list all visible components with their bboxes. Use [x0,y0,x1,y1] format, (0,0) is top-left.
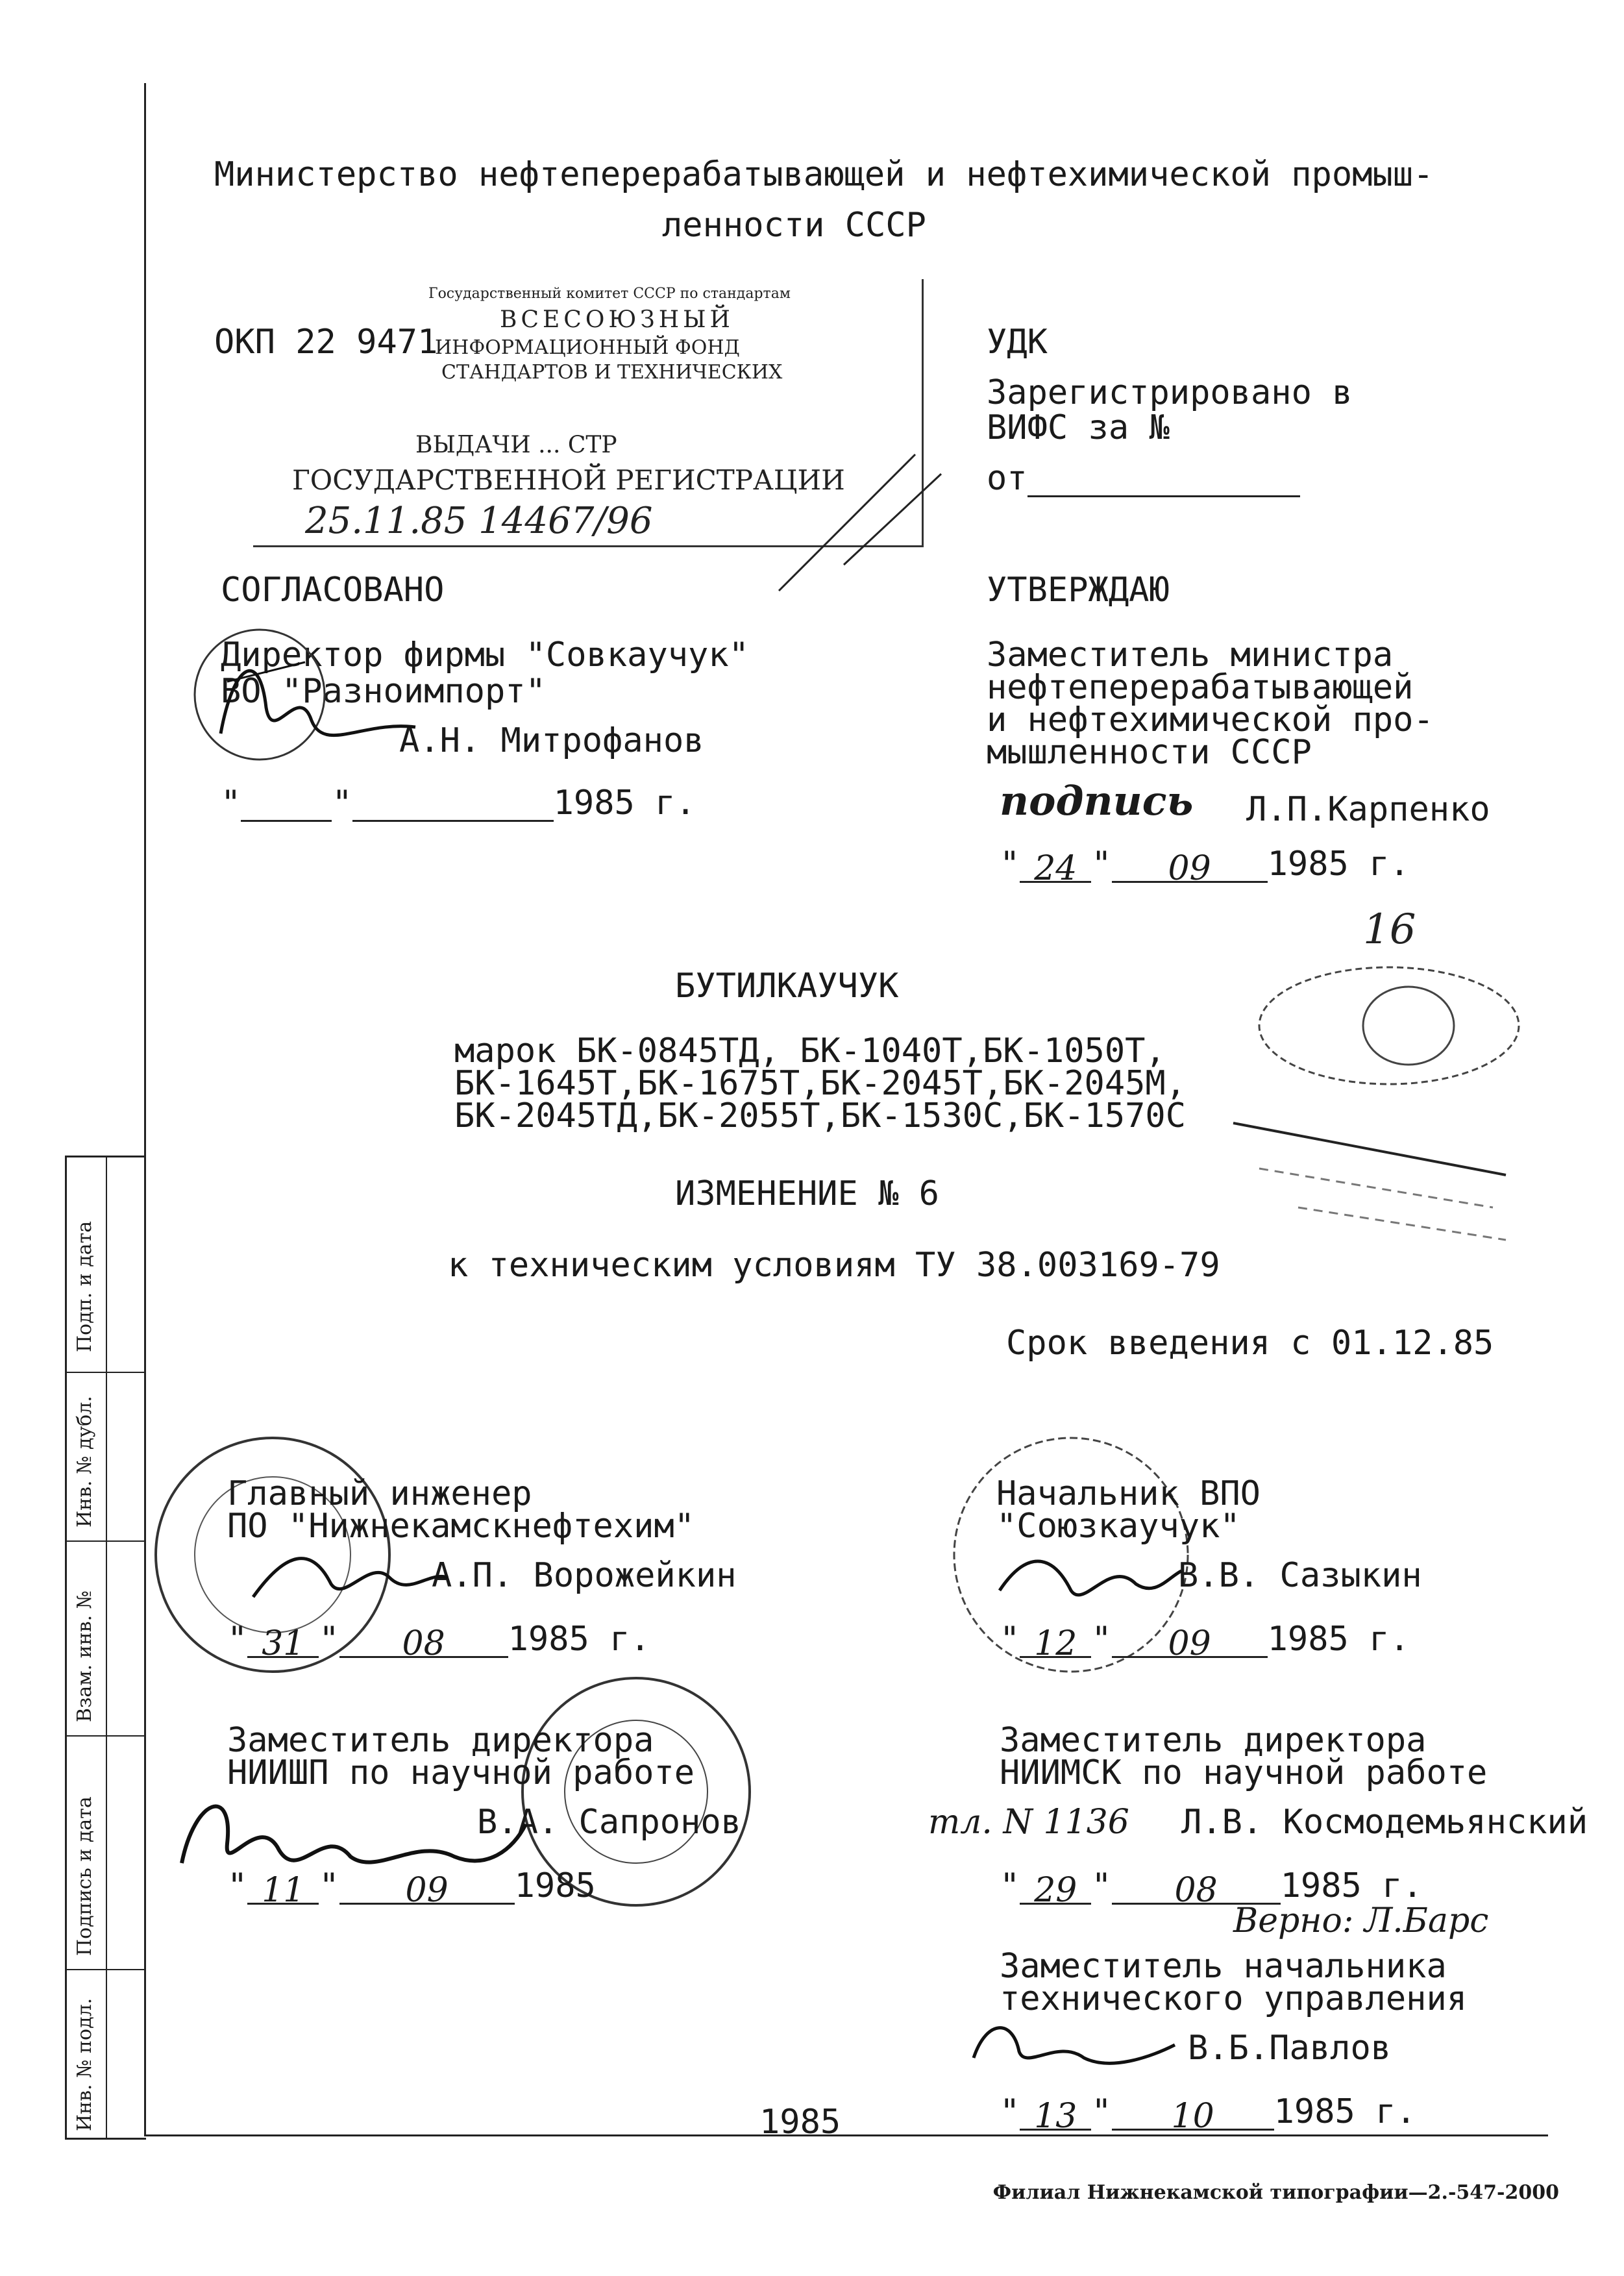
grades-line3: БК-2045ТД,БК-2055Т,БК-1530С,БК-1570С [454,1096,1187,1135]
approved-dashes [1220,1110,1519,1259]
tech-month [1112,2097,1274,2136]
printer-footer: Филиал Нижнекамской типографии—2.-547-2000 [992,2181,1559,2204]
from-underline [1027,464,1300,497]
from-label [987,460,1300,497]
agreed-quote2: " [332,784,352,823]
agreed-heading: СОГЛАСОВАНО [221,571,445,610]
side-label-4: Подпись и дата [73,1796,96,1956]
niishp-name: В.А. Сапронов [477,1803,741,1842]
vpo-signature [993,1539,1188,1610]
chief-engineer-line1: Главный инженер [227,1474,532,1513]
approved-line3: и нефтехимической про- [987,700,1434,739]
approved-year: 1985 г. [1267,845,1410,884]
tech-day [1020,2097,1091,2136]
stamp-line1: Государственный комитет СССР по стандартам [428,286,791,302]
from-text: от [987,459,1027,498]
chief-month [339,1624,508,1663]
agreed-month-line [352,789,554,822]
side-label-2: Инв. № дубл. [73,1396,96,1528]
chief-year: 1985 г. [508,1620,650,1659]
tech-day-text: 13 [1034,2097,1077,2136]
approved-line1: Заместитель министра [987,636,1394,674]
chief-month-text: 08 [402,1624,445,1663]
stamp-line3: ИНФОРМАЦИОННЫЙ ФОНД [435,336,740,359]
niimsk-month-text: 08 [1174,1871,1218,1910]
vpo-date: " 12 " 09 1985 г. [1000,1620,1410,1663]
vpo-name: В.В. Сазыкин [1178,1556,1422,1595]
stamp-line4: СТАНДАРТОВ И ТЕХНИЧЕСКИХ [441,361,783,384]
niishp-line1: Заместитель директора [227,1721,654,1760]
udk-label: УДК [987,323,1048,362]
niimsk-year: 1985 г. [1280,1866,1423,1905]
approved-line2: нефтеперерабатывающей [987,668,1414,707]
agreed-quote1: " [221,784,241,823]
okp-code: ОКП 22 9471 [214,323,438,362]
stamp-slash-lines [766,435,961,604]
niishp-year: 1985 [514,1866,596,1905]
chief-engineer-line2: ПО "Нижнекамскнефтехим" [227,1507,695,1546]
chief-engineer-date: " 31 " 08 1985 г. [227,1620,650,1663]
approved-stamp-number: 16 [1363,906,1416,954]
tech-signature [961,2006,1181,2077]
tech-date: " 13 " 10 1985 г. [1000,2092,1416,2136]
approved-sig-word: подпись [1000,777,1194,824]
agreed-name: А.Н. Митрофанов [399,721,704,760]
niimsk-name: Л.В. Космодемьянский [1181,1803,1588,1842]
niimsk-date: " 29 " 08 1985 г. [1000,1866,1423,1910]
footer-year: 1985 [759,2103,841,2142]
ministry-line2: ленности СССР [662,206,926,245]
registered-line1: Зарегистрировано в [987,373,1353,412]
niimsk-day-text: 29 [1034,1871,1077,1910]
stamp-handwritten: 25.11.85 14467/96 [305,500,653,542]
niishp-month-text: 09 [405,1871,449,1910]
niishp-date: " 11 " 09 1985 [227,1866,596,1910]
approved-round-stamp [1246,954,1532,1097]
approved-month-text: 09 [1168,849,1211,888]
chief-engineer-signature [247,1539,454,1610]
side-label-5: Инв. № подл. [73,1998,96,2131]
tu-reference: к техническим условиям ТУ 38.003169-79 [448,1246,1220,1285]
vpo-line1: Начальник ВПО [996,1474,1261,1513]
agreed-line2: ВО "Разноимпорт" [221,672,546,711]
ministry-line1: Министерство нефтеперерабатывающей и нефтехимической промыш- [214,155,1434,194]
vpo-day [1020,1624,1091,1663]
niimsk-line2: НИИМСК по научной работе [1000,1753,1488,1792]
effective-date: Срок введения с 01.12.85 [1006,1324,1494,1363]
vpo-month [1112,1624,1268,1663]
niimsk-line1: Заместитель директора [1000,1721,1427,1760]
approved-line4: мышленности СССР [987,733,1312,772]
approved-name: Л.П.Карпенко [1246,790,1490,829]
agreed-year: 1985 г. [553,784,696,823]
niimsk-prefix: тл. N 1136 [928,1803,1129,1842]
tech-year: 1985 г. [1273,2092,1416,2131]
vpo-year: 1985 г. [1267,1620,1410,1659]
vpo-line2: "Союзкаучук" [996,1507,1240,1546]
niimsk-day [1020,1871,1091,1910]
side-label-3: Взам. инв. № [73,1590,96,1722]
agreed-day-line [241,789,332,822]
chief-day-text: 31 [262,1624,305,1663]
chief-day [247,1624,319,1663]
chief-engineer-name: А.П. Ворожейкин [432,1556,737,1595]
registered-line2: ВИФС за № [987,408,1170,447]
niimsk-note: Верно: Л.Барс [1233,1901,1489,1940]
niishp-day-text: 11 [262,1871,305,1910]
niishp-line2: НИИШП по научной работе [227,1753,695,1792]
tech-name: В.Б.Павлов [1188,2029,1392,2068]
side-label-1: Подп. и дата [73,1220,96,1352]
stamp-line2: ВСЕСОЮЗНЫЙ [500,306,734,333]
niimsk-month [1112,1871,1281,1910]
stamp-line5: ВЫДАЧИ ... СТР [415,432,617,458]
niishp-month [339,1871,515,1910]
tech-line1: Заместитель начальника [1000,1947,1447,1986]
grades-line2: БК-1645Т,БК-1675Т,БК-2045Т,БК-2045М, [454,1064,1187,1103]
approved-heading: УТВЕРЖДАЮ [987,571,1170,610]
tech-line2: технического управления [1000,1979,1468,2018]
niishp-day [247,1871,319,1910]
approved-month [1112,849,1268,888]
agreed-line1: Директор фирмы "Совкаучук" [221,636,749,674]
agreed-signature [182,623,428,792]
vpo-month-text: 09 [1168,1624,1211,1663]
tech-month-text: 10 [1171,2097,1214,2136]
side-strip [65,1156,146,2140]
product-title: БУТИЛКАУЧУК [675,967,899,1006]
approved-day [1020,849,1091,888]
stamp-line6: ГОСУДАРСТВЕННОЙ РЕГИСТРАЦИИ [292,464,845,496]
approved-date: " 24 " 09 1985 г. [1000,845,1410,888]
vpo-day-text: 12 [1034,1624,1077,1663]
grades-line1: марок БК-0845ТД, БК-1040Т,БК-1050Т, [454,1032,1166,1070]
approved-day-text: 24 [1034,849,1077,888]
change-title: ИЗМЕНЕНИЕ № 6 [675,1174,939,1213]
